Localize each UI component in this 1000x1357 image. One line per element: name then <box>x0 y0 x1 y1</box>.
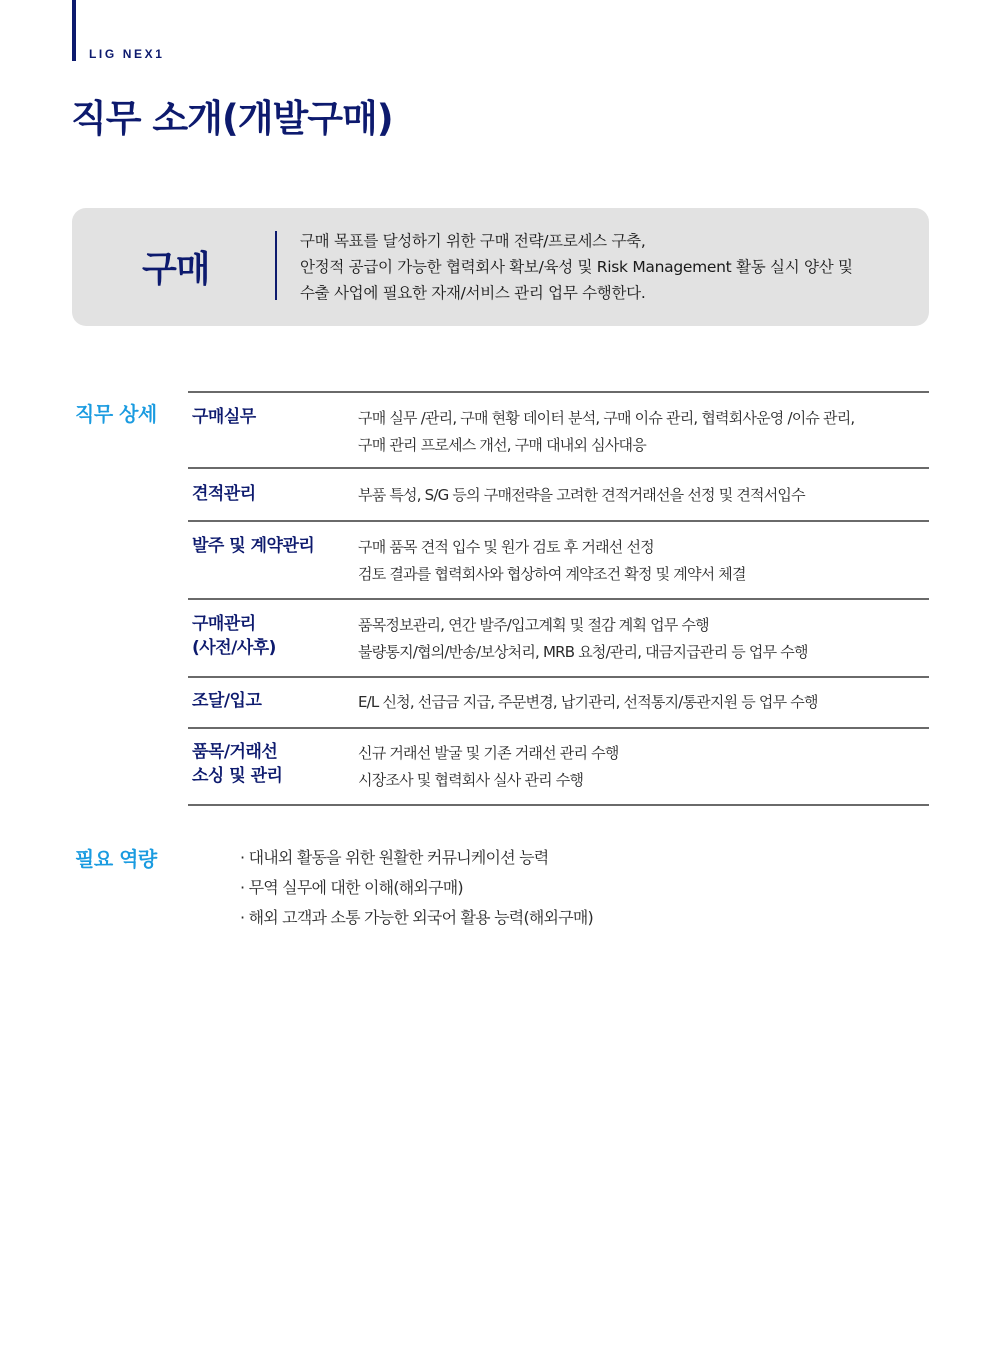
duty-desc-line: E/L 신청, 선급금 지급, 주문변경, 납기관리, 선적통지/통관지원 등 업무 수행 <box>358 693 818 711</box>
skill-item: · 대내외 활동을 위한 원활한 커뮤니케이션 능력 <box>240 848 549 867</box>
duty-name-line: 조달/입고 <box>192 691 262 711</box>
summary-line: 수출 사업에 필요한 자재/서비스 관리 업무 수행한다. <box>300 284 646 302</box>
duty-description <box>358 689 929 727</box>
table-row <box>188 522 929 600</box>
required-skills-list <box>240 843 593 933</box>
table-row <box>188 393 929 469</box>
duty-name-line: 구매실무 <box>192 407 256 427</box>
duty-description <box>358 740 929 804</box>
brand-accent-bar <box>72 0 76 61</box>
duty-desc-line: 신규 거래선 발굴 및 기존 거래선 관리 수행 <box>358 744 619 762</box>
duty-desc-line: 시장조사 및 협력회사 실사 관리 수행 <box>358 771 584 789</box>
duty-desc-line: 불량통지/협의/반송/보상처리, MRB 요청/관리, 대금지급관리 등 업무 수행 <box>358 643 808 661</box>
duty-desc-line: 품목정보관리, 연간 발주/입고계획 및 절감 계획 업무 수행 <box>358 616 709 634</box>
duty-name-line: (사전/사후) <box>192 638 276 658</box>
brand-logo-text: LIG NEX1 <box>89 47 165 61</box>
summary-line: 안정적 공급이 가능한 협력회사 확보/육성 및 Risk Management 활동 실시 양산 및 <box>300 258 853 276</box>
duty-description <box>358 612 929 676</box>
summary-description <box>300 228 920 306</box>
duty-name-line: 구매관리 <box>192 614 256 634</box>
job-details-heading: 직무 상세 <box>75 402 157 426</box>
skill-item: · 해외 고객과 소통 가능한 외국어 활용 능력(해외구매) <box>240 908 593 927</box>
duty-name-line: 품목/거래선 <box>192 742 278 762</box>
duty-desc-line: 검토 결과를 협력회사와 협상하여 계약조건 확정 및 계약서 체결 <box>358 565 746 583</box>
duty-name-line: 발주 및 계약관리 <box>192 536 315 556</box>
duty-description <box>358 534 929 598</box>
duty-name <box>188 612 358 676</box>
duty-name <box>188 482 358 520</box>
summary-divider <box>275 231 277 300</box>
duty-name <box>188 689 358 727</box>
table-row <box>188 469 929 522</box>
duty-desc-line: 구매 관리 프로세스 개선, 구매 대내외 심사대응 <box>358 436 646 454</box>
table-row <box>188 600 929 678</box>
skill-item: · 무역 실무에 대한 이해(해외구매) <box>240 878 463 897</box>
duty-desc-line: 구매 실무 /관리, 구매 현황 데이터 분석, 구매 이슈 관리, 협력회사운영 /이슈 관리, <box>358 409 855 427</box>
page-title: 직무 소개(개발구매) <box>71 97 393 140</box>
duty-description <box>358 405 929 467</box>
job-details-table <box>188 391 929 806</box>
duty-description <box>358 482 929 520</box>
duty-name-line: 견적관리 <box>192 484 256 504</box>
table-row <box>188 678 929 729</box>
duty-name <box>188 740 358 804</box>
duty-desc-line: 구매 품목 견적 입수 및 원가 검토 후 거래선 선정 <box>358 538 654 556</box>
summary-title: 구매 <box>142 249 210 290</box>
summary-line: 구매 목표를 달성하기 위한 구매 전략/프로세스 구축, <box>300 232 646 250</box>
job-summary-box <box>72 208 929 326</box>
table-row <box>188 729 929 806</box>
duty-name-line: 소싱 및 관리 <box>192 766 283 786</box>
duty-desc-line: 부품 특성, S/G 등의 구매전략을 고려한 견적거래선을 선정 및 견적서입수 <box>358 486 805 504</box>
duty-name <box>188 405 358 467</box>
duty-name <box>188 534 358 598</box>
required-skills-heading: 필요 역량 <box>75 847 157 871</box>
